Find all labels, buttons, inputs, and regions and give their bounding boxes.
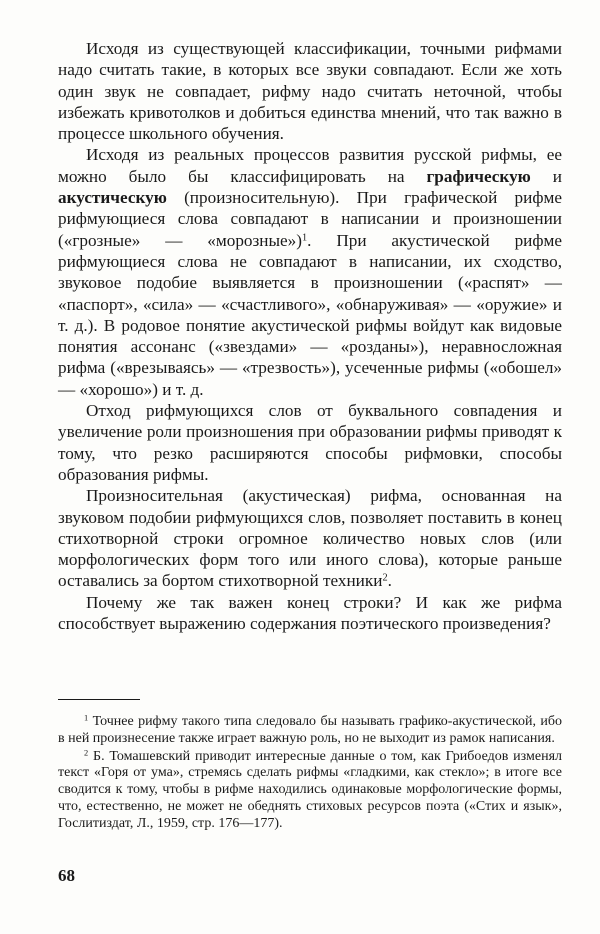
footnote-1 [58,714,562,748]
paragraph-2-text-start: Исходя из реальных процессов развития русской рифмы, ее можно было бы классифицировать на [58,145,562,186]
paragraph-4-text: Произносительная (акустическая) рифма, основанная на звуковом подобии рифмующихся слов, позволяет поставить в конец стихотворной строки огромное количество новых слов (или морфологических форм того или иного слова), которые раньше оставались за бортом стихотворной техники [58,486,562,591]
paragraph-1: Исходя из существующей классификации, точными рифмами надо считать такие, в которых все звуки совпадают. Если же хоть один звук не совпадает, рифму надо считать неточной, чтобы избежать кривотолков и добиться единства мнений, что так важно в процессе школьного обучения. [58,39,562,144]
term-acoustic: акустическую [58,188,167,208]
page-number: 68 [58,866,75,885]
paragraph-2-text-end: . При акустической рифме рифмующиеся слова не совпадают в написании, их сходство, звуковое подобие выявляется в произношении («распят» — «паспорт», «сила» — «счастливого», «обнаруживая» — «оружие» и т. д.). В родовое понятие акустической рифмы войдут как видовые понятия ассонанс («звездами» — «розданы»), неравносложная рифма («врезываясь» — «трезвость»), усеченные рифмы («обошел» — «хорошо») и т. д. [58,230,562,399]
footnotes [58,714,562,833]
paragraph-5: Почему же так важен конец строки? И как же рифма способствует выражению содержания поэтического произведения? [58,592,562,634]
main-text [58,38,562,634]
paragraph-4 [58,485,562,591]
paragraph-2-text-middle: (произносительную). При графической рифме рифмующиеся слова совпадают в написании и произношении («грозные» — «морозные») [58,188,562,250]
footnote-ref-2: 2 [382,572,388,584]
footnote-ref-1: 1 [302,232,308,243]
paragraph-2-conjunction: и [530,166,562,186]
footnote-divider [58,699,140,700]
footnote-2 [58,749,562,833]
paragraph-2 [58,144,562,400]
footnote-2-marker: 2 [84,747,89,757]
footnote-2-text: Б. Томашевский приводит интересные данные о том, как Грибоедов изменял текст «Горя от ума», стремясь сделать рифмы «гладкими, как стекло»; в итоге все сводится к тому, чтобы в рифме находились одинаковые морфологические формы, что, естественно, не может не обеднять стиховых ресурсов поэта («Стих и язык», Гослитиздат, Л., 1959, стр. 176—177). [58,748,562,831]
footnote-1-marker: 1 [84,713,89,723]
footnote-1-text: Точнее рифму такого типа следовало бы называть графико-акустической, ибо в ней произнесение также играет важную роль, но не выходит из рамок написания. [58,714,562,746]
paragraph-3: Отход рифмующихся слов от буквального совпадения и увеличение роли произношения при образовании рифмы приводят к тому, что резко расширяются способы рифмовки, способы образования рифмы. [58,401,562,484]
term-graphic: графическую [426,166,531,186]
paragraph-4-text-end: . [387,571,392,591]
